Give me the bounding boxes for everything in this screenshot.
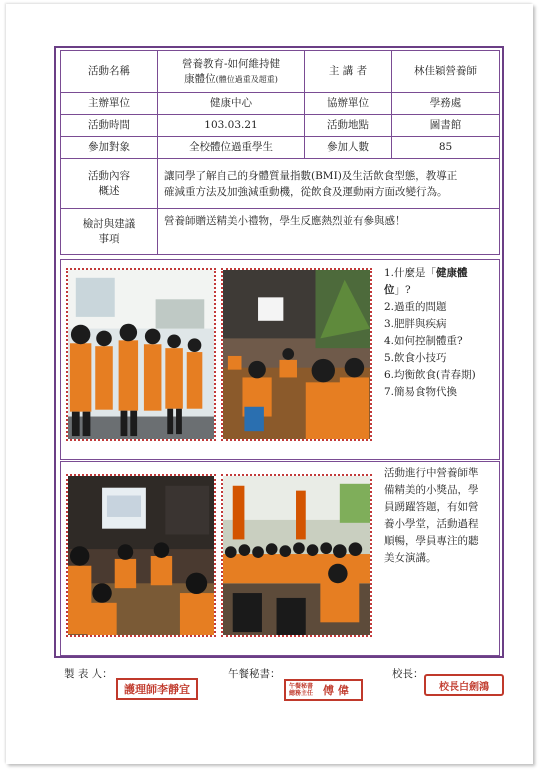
students-standing-photo	[66, 268, 216, 441]
speaker-value: 林佳穎營養師	[392, 51, 500, 93]
activity-name-label: 活動名稱	[61, 51, 158, 93]
review-value: 營養師贈送精美小禮物，學生反應熱烈並有參與感！	[158, 209, 500, 255]
maker-label: 製 表 人：	[64, 668, 113, 680]
speaker-label: 主 講 者	[305, 51, 392, 93]
principal-stamp: 校長白劍鴻	[424, 674, 504, 696]
students-seated-photo	[221, 474, 372, 637]
activity-info-table	[60, 50, 500, 255]
topic-item: 5.飲食小技巧	[384, 352, 447, 364]
time-value: 103.03.21	[158, 115, 305, 137]
content-label: 活動內容 概述	[61, 159, 158, 209]
time-label: 活動時間	[61, 115, 158, 137]
count-value: 85	[392, 137, 500, 159]
content-value: 讓同學了解自己的身體質量指數(BMI)及生活飲食型態，教導正 確減重方法及加強減重動機，從飲食及運動兩方面改變行為。	[158, 159, 500, 209]
target-value: 全校體位過重學生	[158, 137, 305, 159]
lecture-topics-list: 1.什麼是「健康體 位」? 2.過重的問題 3.肥胖與疾病 4.如何控制體重? 5.飲食小技巧 6.均衡飲食(青春期) 7.簡易食物代換	[384, 265, 476, 401]
co-organizer-label: 協辦單位	[305, 93, 392, 115]
organizer-label: 主辦單位	[61, 93, 158, 115]
principal-label: 校長：	[392, 668, 424, 680]
activity-description: 活動進行中營養師準 備精美的小獎品，學 員踴躍答題，有如營 養小學堂，活動過程 順暢，學員專注的聽 美女演講。	[384, 467, 479, 564]
topic-item: 7.簡易食物代換	[384, 386, 458, 398]
target-label: 參加對象	[61, 137, 158, 159]
review-label: 檢討與建議 事項	[61, 209, 158, 255]
activity-name: 營養教育-如何維持健 康體位(體位過重及超重)	[158, 51, 305, 93]
place-value: 圖書館	[392, 115, 500, 137]
classroom-lecture-photo	[221, 268, 372, 441]
lunch-secretary-label: 午餐秘書：	[228, 668, 281, 680]
co-organizer-value: 學務處	[392, 93, 500, 115]
maker-stamp: 護理師李靜宜	[116, 678, 198, 700]
topic-item: 2.過重的問題	[384, 301, 447, 313]
topic-item: 4.如何控制體重?	[384, 335, 463, 347]
place-label: 活動地點	[305, 115, 392, 137]
lunch-secretary-stamp: 午餐秘書 總務主任 傅 偉	[284, 679, 363, 701]
count-label: 參加人數	[305, 137, 392, 159]
topic-item: 6.均衡飲食(青春期)	[384, 369, 476, 381]
projector-presentation-photo	[66, 474, 216, 637]
topic-item: 3.肥胖與疾病	[384, 318, 447, 330]
organizer-value: 健康中心	[158, 93, 305, 115]
